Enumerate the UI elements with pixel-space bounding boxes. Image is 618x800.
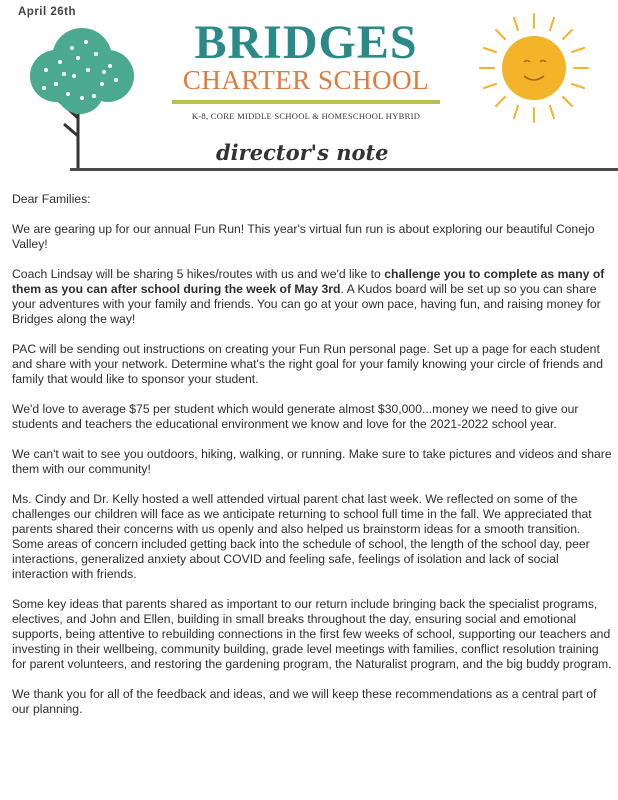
school-logo — [166, 16, 446, 121]
tree-illustration-icon — [16, 18, 141, 168]
paragraph-parent-chat: Ms. Cindy and Dr. Kelly hosted a well attended virtual parent chat last week. We reflected on some of the challenges our children will face as we anticipate returning to school full time in the fall. We appreciated that parents shared their concerns with us openly and also helped us brainstorm ideas for a smooth transition. Some areas of concern included getting back into the schedule of school, the length of the school day, peer interactions, generalized anxiety about COVID and feeling safe, feelings of isolation and lack of social interaction with friends. — [12, 492, 592, 581]
paragraph-fun-run: We are gearing up for our annual Fun Run! This year's virtual fun run is about exploring our beautiful Conejo Valley! — [12, 222, 595, 251]
hikes-text-end: . A Kudos board will be set up so you can share your adventures with your family and friends. You can go at your own pace, having fun, and raising money for Bridges along the way! — [12, 282, 601, 326]
directors-note-title: director's note — [216, 140, 389, 165]
school-name: BRIDGES — [194, 16, 418, 69]
hikes-challenge-bold: challenge you to complete as many of them as you can after school during the week of May 3rd — [12, 267, 605, 296]
paragraph-hikes — [12, 267, 612, 327]
newsletter-date: April 26th — [18, 6, 77, 18]
paragraph-fundraising: We'd love to average $75 per student which would generate almost $30,000...money we need to give our students and teachers the educational environment we know and love for the 2021-2022 school year. — [12, 402, 579, 431]
paragraph-outdoors: We can't wait to see you outdoors, hiking, walking, or running. Make sure to take pictures and videos and share them with our community! — [12, 447, 612, 476]
school-subtitle: CHARTER SCHOOL — [182, 65, 430, 95]
logo-divider — [172, 100, 440, 104]
hikes-text-start: Coach Lindsay will be sharing 5 hikes/routes with us and we'd like to — [12, 267, 385, 281]
paragraph-pac: PAC will be sending out instructions on creating your Fun Run personal page. Set up a page for each student and share with your network. Determine what's the right goal for your family knowing your circle of friends and family that would like to sponsor your student. — [12, 342, 603, 386]
letter-greeting: Dear Families: — [12, 192, 91, 206]
paragraph-thanks: We thank you for all of the feedback and ideas, and we will keep these recommendations as a central part of our planning. — [12, 687, 597, 716]
letter-body — [12, 192, 612, 732]
header-divider — [70, 168, 618, 171]
sun-illustration-icon — [478, 12, 590, 124]
school-tagline: K-8, CORE MIDDLE SCHOOL & HOMESCHOOL HYBRID — [191, 111, 421, 121]
paragraph-key-ideas: Some key ideas that parents shared as important to our return include bringing back the specialist programs, electives, and John and Ellen, building in small breaks throughout the day, ensuring social and emotional supports, being attentive to rebuilding connections in the first few weeks of school, supporting our teachers and investing in their wellbeing, community building, grade level meetings with families, conflict resolution training for parent volunteers, and restoring the gardening program, the Naturalist program, and the big buddy program. — [12, 597, 612, 671]
